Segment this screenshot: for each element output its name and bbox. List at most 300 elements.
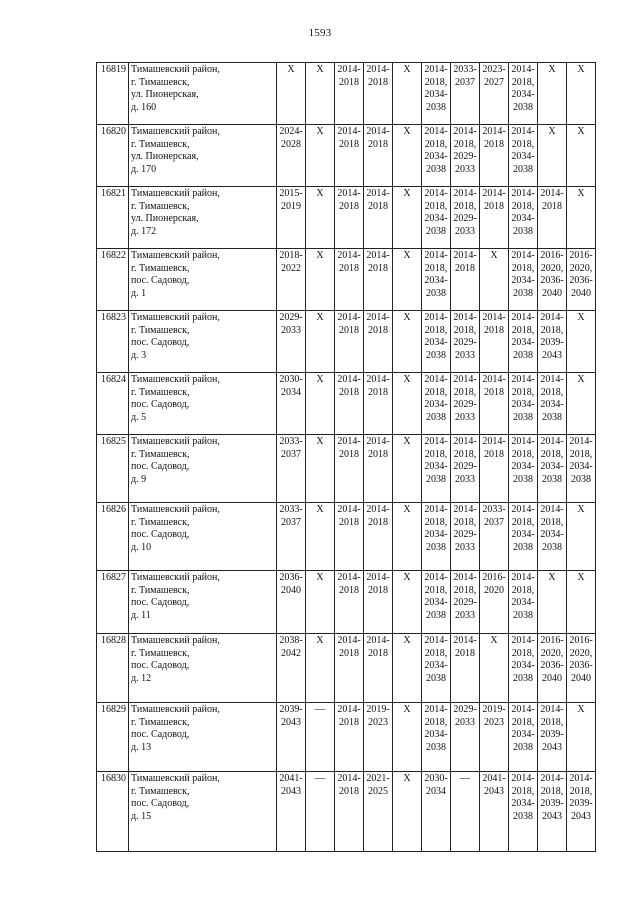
period-line: 2029- — [453, 597, 477, 609]
record-number-cell: 16823 — [97, 311, 129, 373]
period-cell — [335, 63, 364, 125]
period-line: 2043 — [542, 741, 562, 753]
period-line: 2033 — [455, 473, 475, 485]
period-line: 2018, — [511, 200, 535, 212]
period-line: X — [403, 572, 411, 583]
period-cell — [422, 187, 451, 249]
period-cell — [480, 187, 509, 249]
period-cell — [480, 435, 509, 503]
period-cell — [480, 311, 509, 373]
period-line: X — [577, 312, 585, 323]
period-line: X — [403, 188, 411, 199]
record-number-cell: 16822 — [97, 249, 129, 311]
period-line: 2036- — [540, 275, 564, 287]
period-line: — — [460, 773, 470, 784]
period-line: 2014- — [569, 773, 593, 784]
period-line: 2018 — [368, 584, 388, 596]
period-line: 2018, — [453, 448, 477, 460]
period-cell — [509, 125, 538, 187]
record-number-cell: 16819 — [97, 63, 129, 125]
period-cell — [335, 435, 364, 503]
address-line: пос. Садовод, — [131, 529, 190, 541]
period-cell — [277, 503, 306, 571]
period-cell — [538, 311, 567, 373]
address-cell — [129, 311, 277, 373]
period-line: X — [490, 635, 498, 646]
period-line: 2018, — [540, 386, 564, 398]
period-cell — [538, 125, 567, 187]
period-cell — [364, 435, 393, 503]
period-line: 2014- — [453, 635, 477, 646]
table-row — [97, 634, 596, 703]
period-cell — [277, 571, 306, 634]
period-line: 2014- — [337, 188, 361, 199]
address-line: д. 172 — [131, 225, 157, 237]
record-number-cell: 16827 — [97, 571, 129, 634]
period-line: 2018, — [511, 584, 535, 596]
period-line: 2018 — [339, 324, 359, 336]
period-cell — [393, 703, 422, 772]
period-cell — [567, 503, 596, 571]
period-line: 2036- — [540, 660, 564, 672]
period-line: 2043 — [484, 785, 504, 797]
period-line: 2039- — [540, 729, 564, 741]
period-line: X — [403, 635, 411, 646]
period-line: 2018, — [511, 448, 535, 460]
period-cell — [335, 503, 364, 571]
period-line: 2030- — [424, 773, 448, 784]
period-cell — [422, 571, 451, 634]
period-cell — [567, 249, 596, 311]
period-cell — [567, 435, 596, 503]
period-line: 2014- — [540, 504, 564, 515]
address-line: г. Тимашевск, — [131, 516, 190, 528]
address-line: г. Тимашевск, — [131, 324, 190, 336]
period-cell — [451, 373, 480, 435]
period-line: 2018 — [339, 584, 359, 596]
period-line: 2014- — [337, 572, 361, 583]
period-line: 2014- — [540, 374, 564, 385]
period-cell — [451, 311, 480, 373]
period-line: 2033 — [455, 349, 475, 361]
period-line: 2033- — [279, 504, 303, 515]
period-line: 2014- — [366, 188, 390, 199]
period-cell — [306, 503, 335, 571]
period-cell — [422, 63, 451, 125]
period-cell — [306, 634, 335, 703]
period-line: 2038 — [513, 609, 533, 621]
period-line: 2038 — [426, 609, 446, 621]
period-line: 2034- — [511, 399, 535, 411]
period-line: 2019- — [482, 704, 506, 715]
address-line: ул. Пионерская, — [131, 89, 199, 101]
period-cell — [277, 187, 306, 249]
address-line: Тимашевский район, — [131, 704, 220, 715]
period-line: 2014- — [540, 436, 564, 447]
address-line: г. Тимашевск, — [131, 716, 190, 728]
table-row — [97, 772, 596, 852]
period-line: 2018 — [484, 386, 504, 398]
period-line: X — [403, 250, 411, 261]
period-cell — [364, 311, 393, 373]
period-line: 2029- — [453, 529, 477, 541]
address-line: пос. Садовод, — [131, 337, 190, 349]
period-line: 2023 — [368, 716, 388, 728]
period-line: X — [577, 572, 585, 583]
period-line: 2038 — [513, 411, 533, 423]
period-line: 2014- — [424, 572, 448, 583]
address-line: г. Тимашевск, — [131, 584, 190, 596]
period-line: 2040 — [571, 287, 591, 299]
period-line: 2018, — [424, 516, 448, 528]
period-cell — [364, 634, 393, 703]
period-cell — [538, 571, 567, 634]
period-line: 2014- — [424, 504, 448, 515]
period-line: X — [403, 312, 411, 323]
period-line: 2014- — [424, 635, 448, 646]
period-line: 2018, — [453, 138, 477, 150]
period-line: X — [287, 64, 295, 75]
period-cell — [364, 571, 393, 634]
period-cell — [480, 373, 509, 435]
period-line: 2034- — [424, 275, 448, 287]
period-cell — [567, 772, 596, 852]
period-line: 2018 — [339, 262, 359, 274]
period-line: X — [316, 312, 324, 323]
period-line: 2038 — [426, 672, 446, 684]
address-line: г. Тимашевск, — [131, 138, 190, 150]
period-line: 2018, — [540, 516, 564, 528]
period-line: 2038 — [426, 541, 446, 553]
period-line: 2018 — [368, 647, 388, 659]
period-line: 2018, — [424, 448, 448, 460]
period-cell — [480, 249, 509, 311]
period-cell — [306, 435, 335, 503]
period-cell — [480, 772, 509, 852]
period-line: 2018, — [540, 324, 564, 336]
period-line: 2034- — [424, 660, 448, 672]
period-cell — [364, 249, 393, 311]
record-number-cell: 16821 — [97, 187, 129, 249]
period-line: 2014- — [569, 436, 593, 447]
period-line: 2018 — [368, 138, 388, 150]
address-cell — [129, 772, 277, 852]
period-line: X — [548, 572, 556, 583]
period-line: 2014- — [511, 374, 535, 385]
period-line: 2043 — [281, 716, 301, 728]
period-cell — [509, 634, 538, 703]
period-line: 2034- — [511, 529, 535, 541]
period-line: 2014- — [366, 436, 390, 447]
period-line: 2014- — [511, 773, 535, 784]
period-cell — [277, 249, 306, 311]
period-line: 2014- — [511, 504, 535, 515]
period-line: 2043 — [542, 810, 562, 822]
period-line: 2018 — [368, 386, 388, 398]
period-line: 2038 — [426, 741, 446, 753]
period-line: X — [403, 704, 411, 715]
period-line: X — [548, 126, 556, 137]
period-line: 2038 — [542, 411, 562, 423]
period-line: X — [577, 188, 585, 199]
period-line: 2018, — [424, 324, 448, 336]
table-row — [97, 571, 596, 634]
period-line: 2022 — [281, 262, 301, 274]
address-line: пос. Садовод, — [131, 798, 190, 810]
period-line: 2016- — [540, 635, 564, 646]
period-line: 2039- — [569, 798, 593, 810]
period-cell — [422, 435, 451, 503]
period-line: 2018 — [484, 324, 504, 336]
period-line: 2018, — [511, 138, 535, 150]
period-cell — [538, 703, 567, 772]
period-line: X — [403, 773, 411, 784]
period-line: 2040 — [542, 672, 562, 684]
address-line: д. 10 — [131, 541, 152, 553]
period-line: 2034- — [511, 151, 535, 163]
period-line: 2021- — [366, 773, 390, 784]
period-line: 2014- — [366, 250, 390, 261]
period-line: 2038 — [542, 541, 562, 553]
period-line: 2034- — [511, 337, 535, 349]
address-line: Тимашевский район, — [131, 312, 220, 323]
period-cell — [393, 435, 422, 503]
address-cell — [129, 703, 277, 772]
period-line: 2014- — [424, 64, 448, 75]
period-cell — [422, 503, 451, 571]
period-line: 2029- — [453, 399, 477, 411]
period-line: X — [403, 126, 411, 137]
period-line: 2033 — [455, 609, 475, 621]
period-line: 2014- — [366, 635, 390, 646]
address-line: ул. Пионерская, — [131, 213, 199, 225]
period-line: 2014- — [337, 64, 361, 75]
period-cell — [567, 571, 596, 634]
period-cell — [509, 187, 538, 249]
period-line: 2041- — [482, 773, 506, 784]
period-line: X — [316, 188, 324, 199]
address-line: пос. Садовод, — [131, 461, 190, 473]
period-line: 2024- — [279, 126, 303, 137]
address-line: Тимашевский район, — [131, 504, 220, 515]
address-line: д. 170 — [131, 163, 157, 175]
period-line: 2014- — [511, 635, 535, 646]
period-line: 2018 — [339, 716, 359, 728]
period-line: 2028 — [281, 138, 301, 150]
period-cell — [509, 373, 538, 435]
period-cell — [364, 63, 393, 125]
period-cell — [306, 311, 335, 373]
table-row — [97, 63, 596, 125]
period-line: 2018 — [339, 647, 359, 659]
period-line: 2014- — [453, 312, 477, 323]
period-cell — [451, 187, 480, 249]
period-line: 2018, — [424, 138, 448, 150]
address-line: пос. Садовод, — [131, 275, 190, 287]
period-cell — [393, 634, 422, 703]
register-table — [96, 62, 596, 852]
period-line: X — [403, 504, 411, 515]
address-cell — [129, 187, 277, 249]
period-line: 2033 — [455, 411, 475, 423]
period-line: 2037 — [455, 76, 475, 88]
period-line: 2014- — [337, 436, 361, 447]
period-cell — [509, 311, 538, 373]
period-cell — [306, 373, 335, 435]
period-cell — [480, 125, 509, 187]
period-line: 2014- — [453, 572, 477, 583]
period-line: 2038 — [513, 163, 533, 175]
period-line: X — [403, 374, 411, 385]
period-line: 2018- — [279, 250, 303, 261]
period-line: 2014- — [540, 773, 564, 784]
period-line: 2018, — [453, 584, 477, 596]
period-line: 2018, — [511, 785, 535, 797]
period-cell — [509, 63, 538, 125]
period-cell — [277, 435, 306, 503]
period-line: 2018, — [511, 324, 535, 336]
period-line: 2042 — [281, 647, 301, 659]
period-cell — [277, 772, 306, 852]
period-line: 2038 — [571, 473, 591, 485]
period-line: 2018 — [368, 516, 388, 528]
period-line: 2039- — [540, 798, 564, 810]
period-cell — [335, 249, 364, 311]
address-line: д. 1 — [131, 287, 147, 299]
period-cell — [451, 571, 480, 634]
period-line: 2014- — [366, 312, 390, 323]
period-line: X — [577, 704, 585, 715]
period-line: X — [577, 374, 585, 385]
period-cell — [567, 125, 596, 187]
period-line: 2014- — [482, 188, 506, 199]
period-line: 2038 — [513, 541, 533, 553]
period-cell — [480, 571, 509, 634]
period-line: 2038 — [426, 411, 446, 423]
period-cell — [451, 125, 480, 187]
period-cell — [567, 187, 596, 249]
period-cell — [277, 373, 306, 435]
table-row — [97, 125, 596, 187]
period-line: 2018, — [511, 262, 535, 274]
period-cell — [393, 571, 422, 634]
address-cell — [129, 373, 277, 435]
address-line: пос. Садовод, — [131, 399, 190, 411]
record-number-cell: 16825 — [97, 435, 129, 503]
period-cell — [335, 125, 364, 187]
period-line: X — [316, 374, 324, 385]
period-line: 2014- — [540, 188, 564, 199]
period-line: 2034- — [424, 399, 448, 411]
period-line: 2034- — [511, 660, 535, 672]
period-line: 2018 — [455, 647, 475, 659]
period-line: 2036- — [279, 572, 303, 583]
period-cell — [480, 703, 509, 772]
address-cell — [129, 125, 277, 187]
period-line: 2015- — [279, 188, 303, 199]
period-line: 2018, — [540, 448, 564, 460]
period-cell — [509, 772, 538, 852]
period-cell — [364, 703, 393, 772]
period-cell — [480, 503, 509, 571]
period-line: 2018, — [424, 76, 448, 88]
period-line: 2014- — [511, 250, 535, 261]
period-cell — [480, 63, 509, 125]
period-cell — [335, 187, 364, 249]
record-number-cell: 16830 — [97, 772, 129, 852]
record-number-cell: 16828 — [97, 634, 129, 703]
period-line: 2043 — [281, 785, 301, 797]
period-line: 2030- — [279, 374, 303, 385]
address-line: Тимашевский район, — [131, 572, 220, 583]
period-cell — [538, 187, 567, 249]
period-line: 2034- — [540, 461, 564, 473]
period-line: 2014- — [482, 374, 506, 385]
period-cell — [277, 634, 306, 703]
period-line: 2020, — [540, 647, 564, 659]
period-line: 2014- — [424, 436, 448, 447]
period-cell — [393, 187, 422, 249]
period-line: X — [548, 64, 556, 75]
period-line: 2018 — [339, 76, 359, 88]
period-line: 2023- — [482, 64, 506, 75]
period-cell — [393, 125, 422, 187]
period-cell — [567, 634, 596, 703]
period-line: 2018, — [511, 516, 535, 528]
period-line: 2018 — [368, 448, 388, 460]
period-line: 2027 — [484, 76, 504, 88]
period-line: X — [316, 436, 324, 447]
address-cell — [129, 249, 277, 311]
address-line: пос. Садовод, — [131, 597, 190, 609]
period-line: 2014- — [540, 312, 564, 323]
period-cell — [538, 634, 567, 703]
period-line: 2038- — [279, 635, 303, 646]
address-line: Тимашевский район, — [131, 436, 220, 447]
period-line: 2034- — [424, 729, 448, 741]
period-line: 2018 — [455, 262, 475, 274]
address-line: д. 160 — [131, 101, 157, 113]
period-cell — [393, 503, 422, 571]
period-cell — [364, 772, 393, 852]
period-line: 2033 — [455, 541, 475, 553]
period-line: 2023 — [484, 716, 504, 728]
period-line: 2029- — [453, 461, 477, 473]
period-line: X — [577, 504, 585, 515]
period-line: — — [315, 704, 325, 715]
period-line: 2014- — [424, 250, 448, 261]
period-cell — [567, 63, 596, 125]
period-cell — [451, 435, 480, 503]
period-line: 2014- — [511, 188, 535, 199]
period-line: 2018, — [453, 516, 477, 528]
period-line: 2038 — [513, 349, 533, 361]
period-line: 2014- — [337, 773, 361, 784]
period-line: 2034- — [424, 151, 448, 163]
period-cell — [364, 373, 393, 435]
period-line: 2014- — [511, 312, 535, 323]
period-cell — [306, 703, 335, 772]
address-line: Тимашевский район, — [131, 126, 220, 137]
period-cell — [538, 772, 567, 852]
period-line: 2014- — [511, 572, 535, 583]
period-line: 2018, — [424, 200, 448, 212]
table-row — [97, 373, 596, 435]
period-cell — [567, 703, 596, 772]
period-line: 2034 — [426, 785, 446, 797]
period-cell — [335, 703, 364, 772]
period-line: 2018, — [569, 448, 593, 460]
